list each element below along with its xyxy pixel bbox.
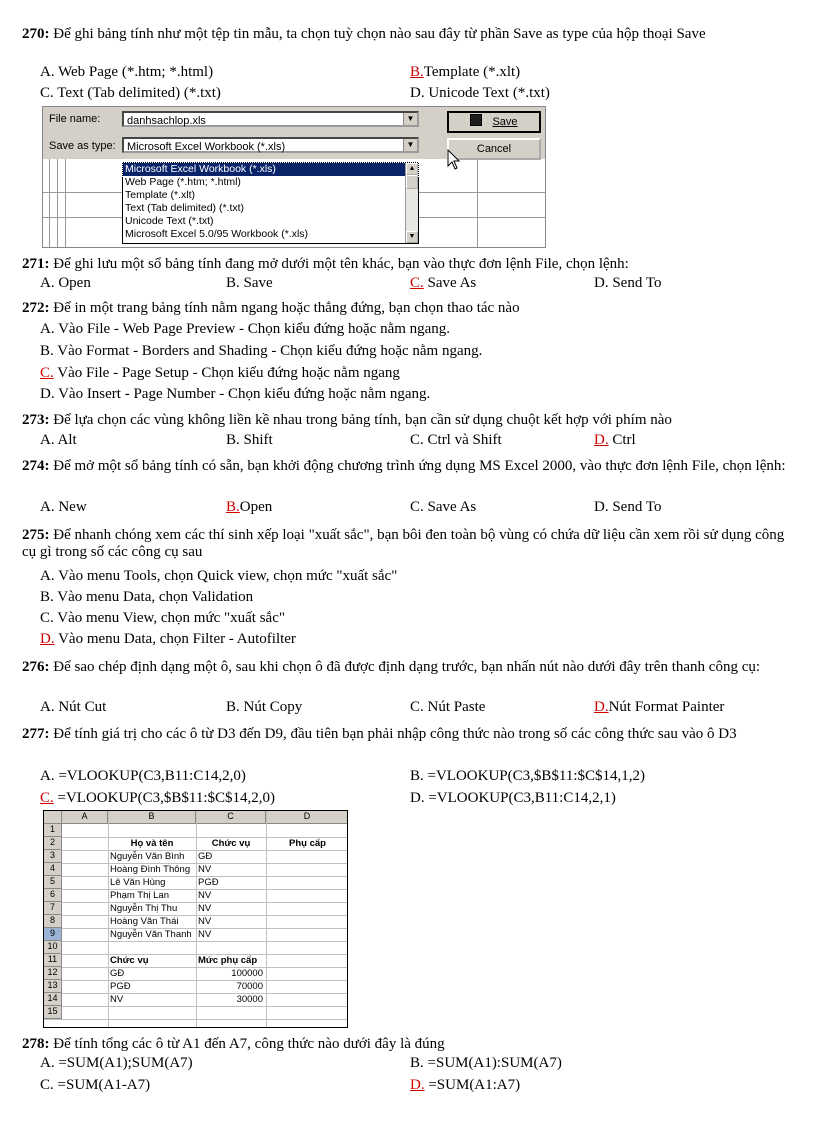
option-a[interactable]: A. New <box>40 499 87 515</box>
grid-line <box>44 1006 348 1007</box>
option-d[interactable]: D. =VLOOKUP(C3,B11:C14,2,1) <box>410 790 616 806</box>
option-b[interactable]: B. Shift <box>226 432 273 448</box>
grid-line <box>44 915 348 916</box>
scroll-up-icon[interactable]: ▲ <box>406 163 418 175</box>
option-d-correct[interactable]: D. Ctrl <box>594 432 636 448</box>
question-271: 271: Để ghi lưu một sổ bảng tính đang mở dưới một tên khác, bạn vào thực đơn lệnh File, chọn lệnh: <box>22 256 629 272</box>
row-header[interactable]: 4 <box>44 863 62 876</box>
options-277-row1 <box>40 768 812 786</box>
name-cell[interactable]: Hoàng Văn Thái <box>110 916 179 927</box>
name-cell[interactable]: Lê Văn Hùng <box>110 877 166 888</box>
role-cell[interactable]: NV <box>198 929 212 940</box>
header-role-cell[interactable]: Chức vụ <box>211 838 251 849</box>
options-274 <box>40 499 812 517</box>
option-c-correct[interactable]: C. Save As <box>410 275 477 291</box>
grid-line <box>44 1019 348 1020</box>
lookup-role-cell[interactable]: NV <box>110 994 124 1005</box>
grid-line <box>49 157 50 247</box>
question-276: 276: Để sao chép định dạng một ô, sau khi chọn ô đã được định dạng trước, bạn nhấn nút nào dưới đây trên thanh công cụ: <box>22 659 761 675</box>
row-header[interactable]: 8 <box>44 915 62 928</box>
option-c[interactable]: C. Save As <box>410 499 477 515</box>
name-cell[interactable]: Nguyễn Thị Thu <box>110 903 178 914</box>
option-a[interactable]: A. Open <box>40 275 91 291</box>
grid-line <box>477 157 478 247</box>
option-d-correct[interactable]: D.Nút Format Painter <box>594 699 725 715</box>
option-d[interactable]: D. Unicode Text (*.txt) <box>410 85 550 101</box>
grid-line <box>44 863 348 864</box>
option-b[interactable]: B. Save <box>226 275 273 291</box>
row-header[interactable]: 12 <box>44 967 62 980</box>
role-cell[interactable]: PGĐ <box>198 877 219 888</box>
option-a[interactable]: A. =SUM(A1);SUM(A7) <box>40 1055 193 1071</box>
options-277-row2 <box>40 790 812 808</box>
question-number: 270: <box>22 26 50 42</box>
lookup-role-cell[interactable]: GĐ <box>110 968 125 979</box>
option-b[interactable]: B. =VLOOKUP(C3,$B$11:$C$14,1,2) <box>410 768 646 784</box>
row-header[interactable]: 14 <box>44 993 62 1006</box>
grid-line <box>44 954 348 955</box>
option-d-correct[interactable]: D. =SUM(A1:A7) <box>410 1077 521 1093</box>
save-as-type-label: Save as type: <box>49 140 116 152</box>
role-cell[interactable]: NV <box>198 890 212 901</box>
question-277: 277: Để tính giá trị cho các ô từ D3 đến D9, đầu tiên bạn phải nhập công thức nào trong số các công thức sau vào ô D3 <box>22 726 737 742</box>
grid-line <box>65 157 66 247</box>
grid-line <box>44 928 348 929</box>
question-273: 273: Để lựa chọn các vùng không liền kề nhau trong bảng tính, bạn cần sử dụng chuột kết hợp với phím nào <box>22 412 672 428</box>
column-header-b[interactable]: B <box>108 811 196 824</box>
question-text: Để ghi bảng tính như một tệp tin mẫu, ta chọn tuỳ chọn nào sau đây từ phần Save as type của hộp thoại Save <box>49 26 706 42</box>
list-scrollbar[interactable] <box>405 163 418 243</box>
option-b-correct[interactable]: B.Template (*.xlt) <box>410 64 521 80</box>
list-item[interactable]: Template (*.xlt) <box>125 189 196 201</box>
save-as-dialog <box>42 106 546 248</box>
option-c[interactable]: C. =SUM(A1-A7) <box>40 1077 151 1093</box>
row-header[interactable]: 2 <box>44 837 62 850</box>
options-270-row1 <box>40 64 812 82</box>
options-278-row2 <box>40 1077 812 1095</box>
list-item[interactable]: Microsoft Excel Workbook (*.xls) <box>123 163 418 176</box>
row-header[interactable]: 15 <box>44 1006 62 1019</box>
option-c[interactable]: C. Vào menu View, chọn mức "xuất sắc" <box>40 610 285 626</box>
options-278-row1 <box>40 1055 812 1073</box>
option-a[interactable]: A. =VLOOKUP(C3,B11:C14,2,0) <box>40 768 246 784</box>
option-c[interactable]: C. Text (Tab delimited) (*.txt) <box>40 85 221 101</box>
option-b-correct[interactable]: B.Open <box>226 499 273 515</box>
option-c-correct[interactable]: C. =VLOOKUP(C3,$B$11:$C$14,2,0) <box>40 790 276 806</box>
list-item[interactable]: Unicode Text (*.txt) <box>125 215 214 227</box>
option-a[interactable]: A. Vào File - Web Page Preview - Chọn kiểu đứng hoặc nằm ngang. <box>40 321 451 337</box>
list-item[interactable]: Web Page (*.htm; *.html) <box>125 176 241 188</box>
row-header[interactable]: 11 <box>44 954 62 967</box>
options-271 <box>40 275 812 293</box>
name-cell[interactable]: Nguyễn Văn Thanh <box>110 929 192 940</box>
list-item[interactable]: Text (Tab delimited) (*.txt) <box>125 202 245 214</box>
list-item[interactable]: Microsoft Excel 5.0/95 Workbook (*.xls) <box>125 228 309 240</box>
row-header[interactable]: 13 <box>44 980 62 993</box>
floppy-disk-icon <box>470 114 482 126</box>
save-as-type-select[interactable]: Microsoft Excel Workbook (*.xls) ▼ <box>122 137 419 153</box>
file-name-input[interactable]: danhsachlop.xls ▼ <box>122 111 419 127</box>
question-270 <box>22 26 794 43</box>
save-button[interactable]: Save <box>447 111 541 133</box>
option-d-correct[interactable]: D. Vào menu Data, chọn Filter - Autofilter <box>40 631 296 647</box>
option-b[interactable]: B. =SUM(A1):SUM(A7) <box>410 1055 562 1071</box>
role-cell[interactable]: NV <box>198 864 212 875</box>
lookup-value-cell[interactable]: 30000 <box>236 994 263 1005</box>
option-a[interactable]: A. Nút Cut <box>40 699 107 715</box>
option-b[interactable]: B. Vào menu Data, chọn Validation <box>40 589 254 605</box>
row-header-selected[interactable]: 9 <box>44 928 62 941</box>
option-c-correct[interactable]: C. Vào File - Page Setup - Chọn kiểu đứng hoặc nằm ngang <box>40 365 400 381</box>
option-a[interactable]: A. Web Page (*.htm; *.html) <box>40 64 214 80</box>
column-header-c[interactable]: C <box>196 811 266 824</box>
options-276 <box>40 699 812 717</box>
option-b[interactable]: B. Vào Format - Borders and Shading - Chọn kiểu đứng hoặc nằm ngang. <box>40 343 483 359</box>
question-275: 275: Để nhanh chóng xem các thí sinh xếp loại "xuất sắc", bạn bôi đen toàn bộ vùng có chứa dữ liệu cần xem rồi sử dụng công cụ gì trong số các công cụ sau <box>22 527 785 560</box>
save-as-type-dropdown-list[interactable] <box>122 162 419 244</box>
lookup-value-cell[interactable]: 70000 <box>236 981 263 992</box>
column-header-d[interactable]: D <box>266 811 348 824</box>
file-name-label: File name: <box>49 113 101 125</box>
option-a[interactable]: A. Alt <box>40 432 77 448</box>
question-274: 274: Để mở một sổ bảng tính có sẵn, bạn khởi động chương trình ứng dụng MS Excel 2000, vào thực đơn lệnh File, chọn lệnh: <box>22 458 786 474</box>
option-b[interactable]: B. Nút Copy <box>226 699 303 715</box>
grid-line <box>44 941 348 942</box>
chevron-down-icon[interactable]: ▼ <box>403 139 417 151</box>
option-d[interactable]: D. Send To <box>594 499 662 515</box>
question-278: 278: Để tính tổng các ô từ A1 đến A7, công thức nào dưới đây là đúng <box>22 1036 445 1052</box>
row-header[interactable]: 3 <box>44 850 62 863</box>
role-cell[interactable]: GĐ <box>198 851 213 862</box>
name-cell[interactable]: Phạm Thị Lan <box>110 890 169 901</box>
grid-line <box>44 889 348 890</box>
row-header[interactable]: 7 <box>44 902 62 915</box>
corner-cell <box>44 811 62 824</box>
options-270-row2 <box>40 85 812 103</box>
grid-line <box>57 157 58 247</box>
question-272: 272: Để in một trang bảng tính nằm ngang hoặc thẳng đứng, bạn chọn thao tác nào <box>22 300 520 316</box>
row-header[interactable]: 10 <box>44 941 62 954</box>
role-cell[interactable]: NV <box>198 916 212 927</box>
header-allowance-cell[interactable]: Phụ cấp <box>289 838 326 849</box>
grid-line <box>44 876 348 877</box>
row-header[interactable]: 5 <box>44 876 62 889</box>
grid-line <box>44 850 348 851</box>
mouse-cursor-icon <box>447 149 461 171</box>
scroll-thumb[interactable] <box>406 175 418 189</box>
header-name-cell[interactable]: Họ và tên <box>130 838 174 849</box>
lookup-role-cell[interactable]: PGĐ <box>110 981 131 992</box>
cancel-button[interactable]: Cancel <box>447 138 541 160</box>
name-cell[interactable]: Hoàng Đình Thông <box>110 864 191 875</box>
lookup-header-level-cell[interactable]: Mức phụ cấp <box>198 955 258 966</box>
option-d[interactable]: D. Send To <box>594 275 662 291</box>
lookup-header-role-cell[interactable]: Chức vụ <box>110 955 149 966</box>
lookup-value-cell[interactable]: 100000 <box>231 968 263 979</box>
row-header[interactable]: 6 <box>44 889 62 902</box>
scroll-down-icon[interactable]: ▼ <box>406 231 418 243</box>
option-a[interactable]: A. Vào menu Tools, chọn Quick view, chọn mức "xuất sắc" <box>40 568 398 584</box>
options-273 <box>40 432 812 450</box>
option-c[interactable]: C. Nút Paste <box>410 699 486 715</box>
column-header-a[interactable]: A <box>62 811 108 824</box>
role-cell[interactable]: NV <box>198 903 212 914</box>
spreadsheet-image <box>43 810 348 1028</box>
option-d[interactable]: D. Vào Insert - Page Number - Chọn kiểu đứng hoặc nằm ngang. <box>40 386 431 402</box>
row-header[interactable]: 1 <box>44 824 62 837</box>
name-cell[interactable]: Nguyễn Văn Bình <box>110 851 185 862</box>
chevron-down-icon[interactable]: ▼ <box>403 113 417 125</box>
grid-line <box>44 902 348 903</box>
option-c[interactable]: C. Ctrl và Shift <box>410 432 502 448</box>
